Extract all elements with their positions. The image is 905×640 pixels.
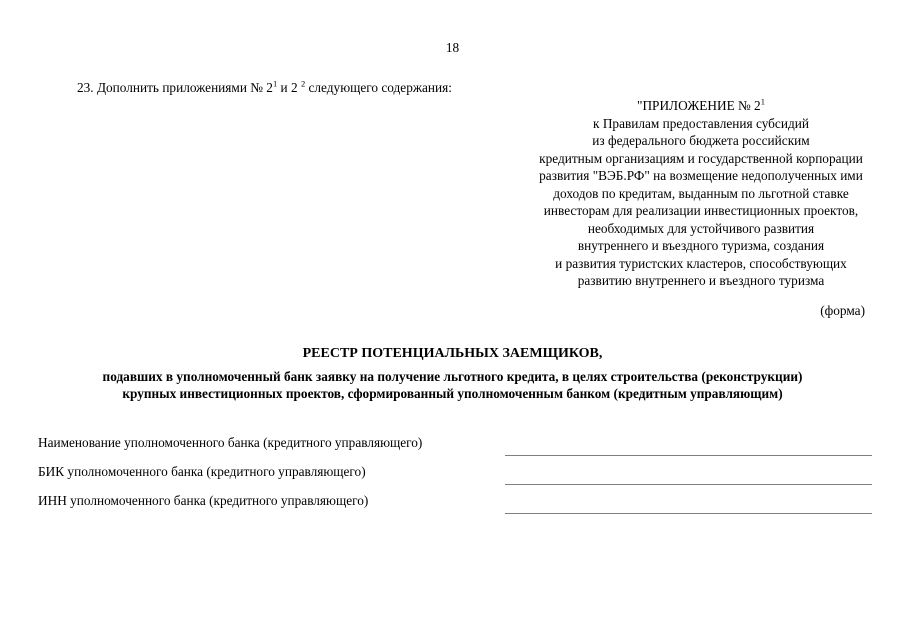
appendix-line: к Правилам предоставления субсидий — [593, 115, 809, 131]
intro-sup-1: 1 — [272, 78, 278, 89]
appendix-header — [470, 97, 905, 290]
intro-text-mid: и 2 — [277, 80, 301, 95]
intro-sup-2: 2 — [300, 78, 306, 89]
page-number: 18 — [445, 40, 460, 55]
appendix-line: доходов по кредитам, выданным по льготной ставке — [553, 185, 849, 201]
intro-text-after: следующего содержания: — [305, 80, 452, 95]
registry-subtitle-line: крупных инвестиционных проектов, сформированный уполномоченным банком (кредитным управляющим) — [122, 385, 783, 401]
registry-subtitle-line: подавших в уполномоченный банк заявку на получение льготного кредита, в целях строительства (реконструкции) — [102, 369, 803, 384]
registry-subtitle — [0, 369, 905, 402]
bik-label: БИК уполномоченного банка (кредитного управляющего) — [38, 464, 366, 479]
form-label: (форма) — [820, 303, 865, 318]
bik-field[interactable] — [505, 484, 872, 485]
appendix-title — [470, 97, 905, 115]
appendix-line: инвесторам для реализации инвестиционных проектов, — [543, 203, 859, 218]
inn-field[interactable] — [505, 513, 872, 514]
appendix-line: кредитным организациям и государственной корпорации — [539, 150, 863, 166]
appendix-line: необходимых для устойчивого развития — [587, 220, 815, 236]
appendix-lines — [470, 115, 905, 290]
intro-paragraph — [77, 80, 452, 96]
appendix-line: из федерального бюджета российским — [592, 133, 810, 148]
appendix-title-sup: 1 — [760, 96, 765, 107]
appendix-line: развитию внутреннего и въездного туризма — [577, 273, 825, 288]
appendix-title-text: "ПРИЛОЖЕНИЕ № 2 — [637, 98, 761, 113]
registry-title: РЕЕСТР ПОТЕНЦИАЛЬНЫХ ЗАЕМЩИКОВ, — [302, 346, 603, 361]
inn-label: ИНН уполномоченного банка (кредитного управляющего) — [38, 493, 369, 508]
appendix-line: и развития туристских кластеров, способствующих — [555, 255, 847, 271]
appendix-line: внутреннего и въездного туризма, создания — [577, 238, 825, 253]
intro-text-before: 23. Дополнить приложениями № 2 — [77, 80, 273, 95]
bank-name-field[interactable] — [505, 455, 872, 456]
bank-name-label: Наименование уполномоченного банка (кредитного управляющего) — [38, 435, 423, 450]
appendix-line: развития "ВЭБ.РФ" на возмещение недополученных ими — [539, 168, 863, 183]
